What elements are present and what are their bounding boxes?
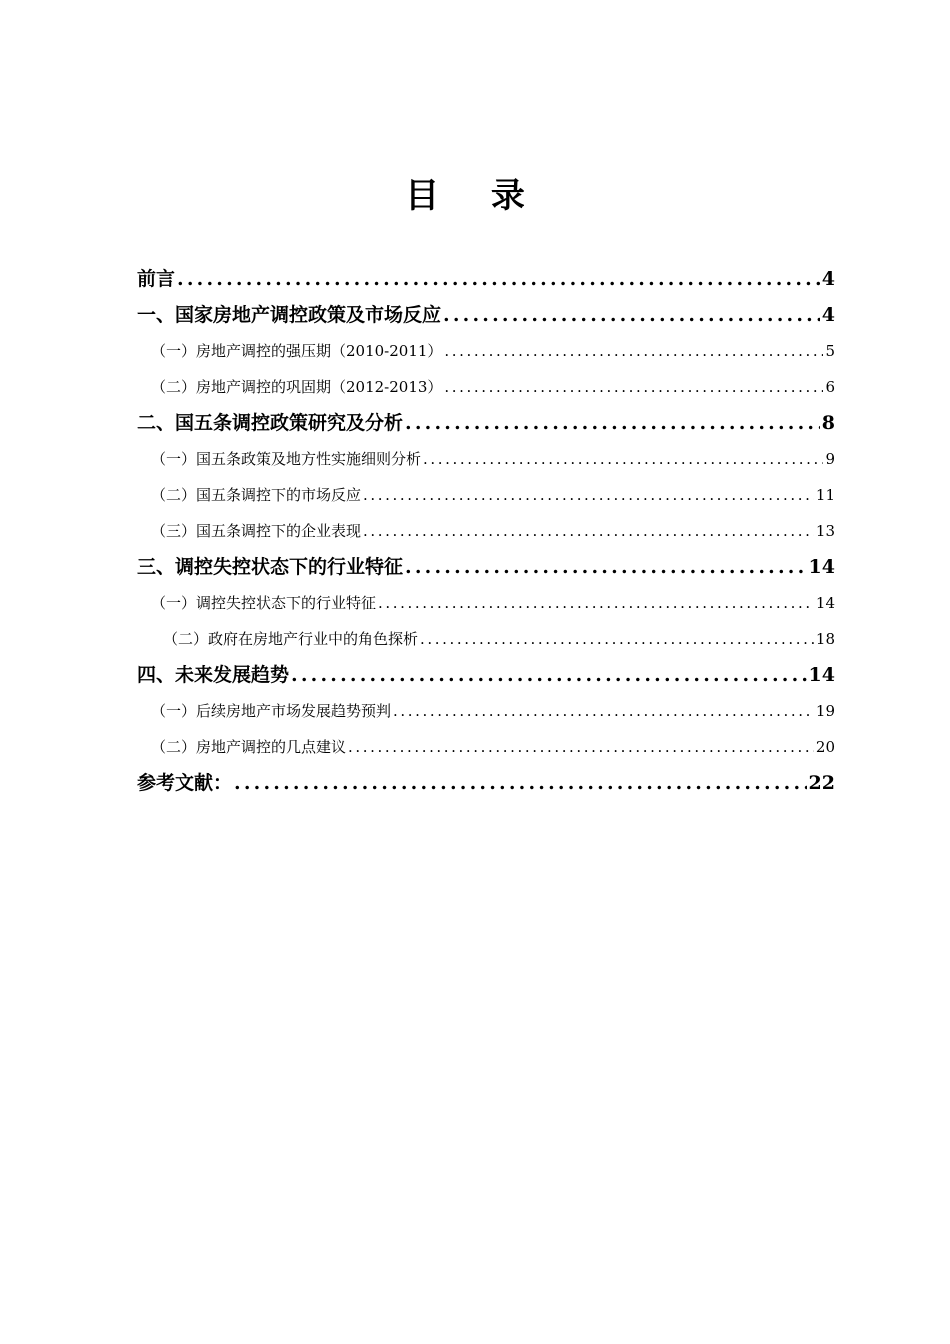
toc-entry-section-1-2[interactable] — [137, 369, 835, 405]
toc-entry-page: 8 — [821, 412, 835, 434]
toc-entry-label: 二、国五条调控政策研究及分析 — [137, 412, 404, 434]
toc-entry-section-2-3[interactable] — [137, 513, 835, 549]
toc-entry-page: 19 — [815, 702, 835, 720]
toc-leader-dots — [443, 297, 820, 333]
page-title: 目 录 — [405, 176, 545, 216]
toc-leader-dots — [405, 405, 820, 441]
toc-leader-dots — [363, 477, 814, 513]
toc-entry-label: （一）后续房地产市场发展趋势预判 — [151, 702, 392, 720]
toc-entry-label: （三）国五条调控下的企业表现 — [151, 522, 362, 540]
toc-leader-dots — [393, 693, 814, 729]
toc-entry-label: （二）国五条调控下的市场反应 — [151, 486, 362, 504]
toc-entry-page: 5 — [825, 342, 835, 360]
toc-leader-dots — [444, 333, 823, 369]
toc-entry-page: 9 — [825, 450, 835, 468]
toc-entry-section-4-2[interactable] — [137, 729, 835, 765]
toc-leader-dots — [444, 369, 823, 405]
toc-entry-chapter-3[interactable] — [137, 549, 835, 585]
toc-entry-page: 14 — [808, 556, 835, 578]
toc-entry-page: 14 — [808, 664, 835, 686]
toc-entry-references[interactable] — [137, 765, 835, 801]
toc-entry-page: 4 — [821, 268, 835, 290]
toc-leader-dots — [234, 765, 807, 801]
toc-entry-chapter-1[interactable] — [137, 297, 835, 333]
toc-entry-page: 20 — [815, 738, 835, 756]
toc-entry-preface[interactable] — [137, 261, 835, 297]
toc-entry-label: 前言 — [137, 268, 176, 290]
toc-entry-section-4-1[interactable] — [137, 693, 835, 729]
toc-leader-dots — [348, 729, 814, 765]
toc-entry-section-3-1[interactable] — [137, 585, 835, 621]
toc-entry-page: 14 — [815, 594, 835, 612]
toc-entry-page: 4 — [821, 304, 835, 326]
toc-entry-page: 11 — [815, 486, 835, 504]
toc-entry-page: 6 — [825, 378, 835, 396]
toc-entry-label: 三、调控失控状态下的行业特征 — [137, 556, 404, 578]
toc-entry-label: （二）政府在房地产行业中的角色探析 — [163, 630, 419, 648]
toc-entry-label: 一、国家房地产调控政策及市场反应 — [137, 304, 442, 326]
toc-leader-dots — [177, 261, 820, 297]
toc-leader-dots — [363, 513, 814, 549]
toc-entry-label: （二）房地产调控的几点建议 — [151, 738, 347, 756]
toc-leader-dots — [378, 585, 814, 621]
toc-entry-label: （一）国五条政策及地方性实施细则分析 — [151, 450, 422, 468]
toc-entry-label: 四、未来发展趋势 — [137, 664, 290, 686]
toc-leader-dots — [423, 441, 823, 477]
toc-leader-dots — [405, 549, 807, 585]
toc-entry-chapter-2[interactable] — [137, 405, 835, 441]
toc-entry-page: 18 — [815, 630, 835, 648]
toc-entry-section-3-2[interactable] — [137, 621, 835, 657]
toc-entry-section-2-1[interactable] — [137, 441, 835, 477]
toc-entry-page: 13 — [815, 522, 835, 540]
toc-entry-chapter-4[interactable] — [137, 657, 835, 693]
toc-leader-dots — [291, 657, 807, 693]
table-of-contents — [137, 261, 835, 801]
toc-entry-label: （一）房地产调控的强压期（2010-2011） — [151, 342, 443, 360]
toc-entry-label: （二）房地产调控的巩固期（2012-2013） — [151, 378, 443, 396]
toc-leader-dots — [420, 621, 814, 657]
toc-entry-label: （一）调控失控状态下的行业特征 — [151, 594, 377, 612]
toc-entry-section-1-1[interactable] — [137, 333, 835, 369]
toc-entry-section-2-2[interactable] — [137, 477, 835, 513]
toc-entry-page: 22 — [808, 772, 835, 794]
toc-entry-label: 参考文献： — [137, 772, 233, 794]
